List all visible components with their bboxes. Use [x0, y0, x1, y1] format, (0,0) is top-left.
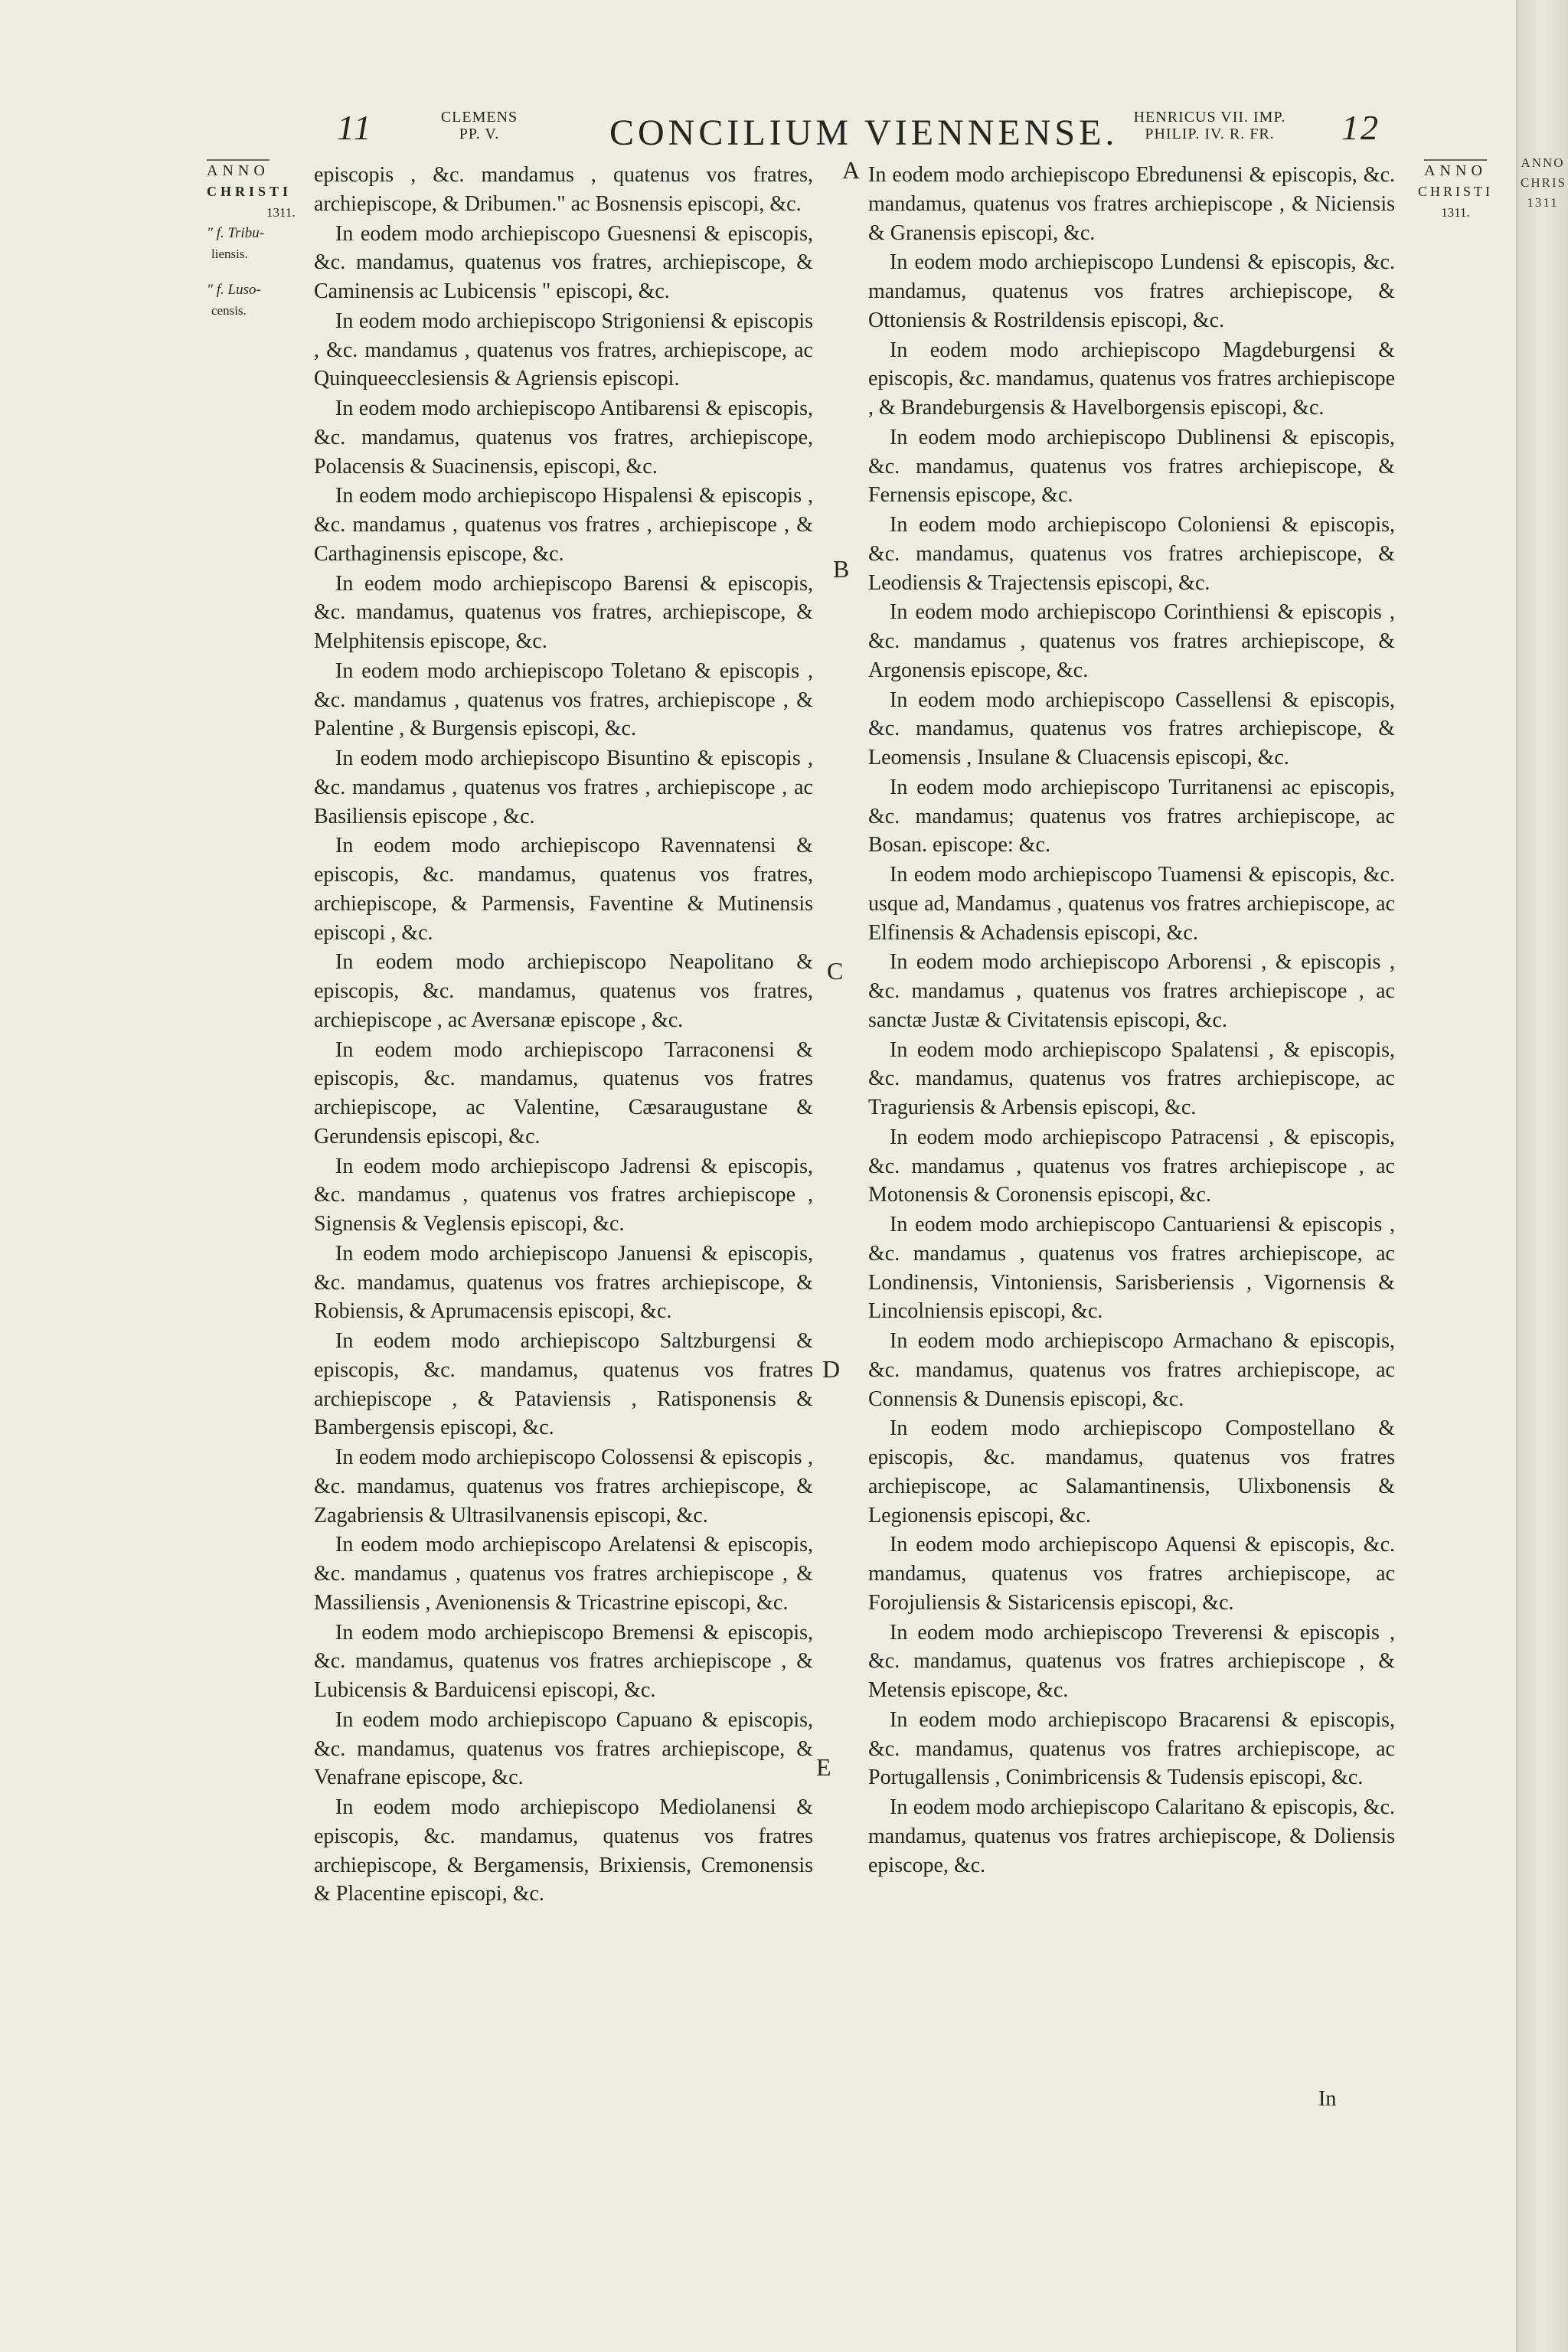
section-marker-c: C: [827, 957, 844, 985]
paragraph: In eodem modo archiepiscopo Treverensi & episcopis , &c. mandamus, quatenus vos fratres archiepiscope , & Metensis episcope, &c.: [868, 1620, 1395, 1702]
paragraph: In eodem modo archiepiscopo Strigoniensi & episcopis , &c. mandamus , quatenus vos fratres, archiepiscope, ac Quinqueecclesiensis & Agriensis episcopi.: [314, 309, 813, 391]
paragraph: In eodem modo archiepiscopo Jadrensi & episcopis, &c. mandamus , quatenus vos fratres archiepiscope , Signensis & Veglensis episcopi, &c.: [314, 1154, 813, 1236]
paragraph: In eodem modo archiepiscopo Toletano & episcopis , &c. mandamus , quatenus vos fratres, archiepiscope , & Palentine , & Burgensis episcopi, &c.: [314, 658, 813, 741]
section-marker-b: B: [833, 555, 850, 583]
paragraph: In eodem modo archiepiscopo Arborensi , & episcopis , &c. mandamus , quatenus vos fratres archiepiscope , ac sanctæ Justæ & Civitatensis episcopi, &c.: [868, 950, 1395, 1032]
page-number-left: 11: [337, 108, 373, 147]
paragraph: episcopis , &c. mandamus , quatenus vos fratres, archiepiscope, & Dribumen." ac Bosnensis episcopi, &c.: [314, 163, 813, 216]
paragraph: In eodem modo archiepiscopo Bremensi & episcopis, &c. mandamus, quatenus vos fratres archiepiscope , & Lubicensis & Barduicensi episcopi, &c.: [314, 1620, 813, 1702]
margin-year: 1311.: [266, 205, 296, 220]
edge-margin-text: ANNO CHRIS 1311: [1521, 155, 1567, 210]
paragraph: In eodem modo archiepiscopo Arelatensi & episcopis, &c. mandamus , quatenus vos fratres archiepiscope , & Massiliensis , Avenionensis & Tricastrine episcopi, &c.: [314, 1533, 813, 1615]
running-head-pope: [433, 109, 525, 142]
paragraph: In eodem modo archiepiscopo Calaritano & episcopis, &c. mandamus, quatenus vos fratres archiepiscope, & Doliensis episcope, &c.: [868, 1795, 1395, 1877]
paragraph: In eodem modo archiepiscopo Turritanensi ac episcopis, &c. mandamus; quatenus vos fratres archiepiscope, ac Bosan. episcope: &c.: [868, 775, 1395, 858]
paragraph: In eodem modo archiepiscopo Ebredunensi & episcopis, &c. mandamus, quatenus vos fratres archiepiscope , & Niciensis & Granensis episcopi, &c.: [868, 163, 1395, 245]
paragraph: In eodem modo archiepiscopo Cantuariensi & episcopis , &c. mandamus , quatenus vos fratres archiepiscope, ac Londinensis, Vintoniensis, Sarisberiensis , Vigornensis & Lincolniensis episcopi, &c.: [868, 1213, 1395, 1324]
paragraph: In eodem modo archiepiscopo Capuano & episcopis, &c. mandamus, quatenus vos fratres archiepiscope, & Venafrane episcope, &c.: [314, 1707, 813, 1790]
paragraph: In eodem modo archiepiscopo Januensi & episcopis, &c. mandamus, quatenus vos fratres archiepiscope, & Robiensis, & Aprumacensis episcopi, &c.: [314, 1241, 813, 1324]
margin-anno: ANNO: [207, 159, 270, 181]
right-text-column: [868, 161, 1395, 1880]
running-head-king: PHILIP. IV. R. FR.: [1145, 126, 1275, 142]
running-header: [0, 107, 1568, 153]
paragraph: In eodem modo archiepiscopo Corinthiensi & episcopis , &c. mandamus , quatenus vos fratres archiepiscope, & Argonensis episcope, &c.: [868, 600, 1395, 682]
margin-christi: CHRISTI: [207, 184, 292, 199]
margin-christi-right: CHRISTI: [1417, 184, 1493, 199]
left-margin-notes: [207, 159, 322, 321]
paragraph: In eodem modo archiepiscopo Mediolanensi & episcopis, &c. mandamus, quatenus vos fratres archiepiscope, & Bergamensis, Brixiensis, Cremonensis & Placentine episcopi, &c.: [314, 1795, 813, 1906]
margin-note-1-cont: liensis.: [211, 247, 248, 261]
paragraph: In eodem modo archiepiscopo Antibarensi & episcopis, &c. mandamus, quatenus vos fratres, archiepiscope, Polacensis & Suacinensis, episcopi, &c.: [314, 397, 813, 479]
paragraph: In eodem modo archiepiscopo Saltzburgensi & episcopis, &c. mandamus, quatenus vos fratres archiepiscope , & Pataviensis , Ratisponensis & Bambergensis episcopi, &c.: [314, 1329, 813, 1440]
running-head-rulers: [1087, 109, 1332, 142]
page-number-right: 12: [1341, 108, 1380, 147]
paragraph: In eodem modo archiepiscopo Guesnensi & episcopis, &c. mandamus, quatenus vos fratres, archiepiscope, & Caminensis ac Lubicensis " episcopi, &c.: [314, 221, 813, 303]
paragraph: In eodem modo archiepiscopo Cassellensi & episcopis, &c. mandamus, quatenus vos fratres archiepiscope, & Leomensis , Insulane & Cluacensis episcopi, &c.: [868, 688, 1395, 769]
paragraph: In eodem modo archiepiscopo Dublinensi & episcopis, &c. mandamus, quatenus vos fratres archiepiscope, & Fernensis episcope, &c.: [868, 425, 1395, 508]
section-marker-e: E: [816, 1753, 831, 1781]
paragraph: In eodem modo archiepiscopo Magdeburgensi & episcopis, &c. mandamus, quatenus vos fratres archiepiscope , & Brandeburgensis & Havelborgensis episcopi, &c.: [868, 338, 1395, 420]
paragraph: In eodem modo archiepiscopo Lundensi & episcopis, &c. mandamus, quatenus vos fratres archiepiscope, & Ottoniensis & Rostrildensis episcopi, &c.: [868, 250, 1395, 332]
paragraph: In eodem modo archiepiscopo Aquensi & episcopis, &c. mandamus, quatenus vos fratres archiepiscope, ac Forojuliensis & Sistaricensis episcopi, &c.: [868, 1533, 1395, 1615]
catchword: In: [1318, 2087, 1337, 2111]
paragraph: In eodem modo archiepiscopo Ravennatensi & episcopis, &c. mandamus, quatenus vos fratres, archiepiscope, & Parmensis, Faventine & Mutinensis episcopi , &c.: [314, 834, 813, 945]
running-head-emperor: HENRICUS VII. IMP.: [1133, 109, 1286, 126]
margin-note-2-cont: censis.: [211, 303, 247, 318]
paragraph: In eodem modo archiepiscopo Coloniensi & episcopis, &c. mandamus, quatenus vos fratres archiepiscope, & Leodiensis & Trajectensis episcopi, &c.: [868, 513, 1395, 595]
adjacent-page-edge: [1516, 0, 1568, 2352]
paragraph: In eodem modo archiepiscopo Armachano & episcopis, &c. mandamus, quatenus vos fratres archiepiscope, ac Connensis & Dunensis episcopi, &c.: [868, 1329, 1395, 1411]
paragraph: In eodem modo archiepiscopo Neapolitano & episcopis, &c. mandamus, quatenus vos fratres, archiepiscope , ac Aversanæ episcope , &c.: [314, 950, 813, 1032]
paragraph: In eodem modo archiepiscopo Bracarensi & episcopis, &c. mandamus, quatenus vos fratres archiepiscope, ac Portugallensis , Conimbricensis & Tudensis episcopi, &c.: [868, 1707, 1395, 1790]
left-text-column: [314, 161, 813, 1909]
running-head-pope-title: PP. V.: [459, 126, 500, 142]
paragraph: In eodem modo archiepiscopo Spalatensi , & episcopis, &c. mandamus, quatenus vos fratres archiepiscope, ac Traguriensis & Arbensis episcopi, &c.: [868, 1037, 1395, 1119]
paragraph: In eodem modo archiepiscopo Patracensi , & episcopis, &c. mandamus , quatenus vos fratres archiepiscope , ac Motonensis & Coronensis episcopi, &c.: [868, 1125, 1395, 1207]
margin-note-2: " f. Luso-: [207, 282, 261, 298]
margin-note-1: " f. Tribu-: [207, 225, 265, 241]
paragraph: In eodem modo archiepiscopo Barensi & episcopis, &c. mandamus, quatenus vos fratres, archiepiscope, & Melphitensis episcope, &c.: [314, 571, 813, 653]
paragraph: In eodem modo archiepiscopo Colossensi & episcopis , &c. mandamus, quatenus vos fratres archiepiscope, & Zagabriensis & Ultrasilvanensis episcopi, &c.: [314, 1446, 813, 1527]
page-title: CONCILIUM VIENNENSE.: [609, 113, 1119, 153]
paragraph: In eodem modo archiepiscopo Compostellano & episcopis, &c. mandamus, quatenus vos fratres archiepiscope, ac Salamantinensis, Ulixbonensis & Legionensis episcopi, &c.: [868, 1416, 1395, 1527]
paragraph: In eodem modo archiepiscopo Tarraconensi & episcopis, &c. mandamus, quatenus vos fratres archiepiscope, ac Valentine, Cæsaraugustane & Gerundensis episcopi, &c.: [314, 1037, 813, 1148]
section-marker-d: D: [822, 1355, 841, 1383]
right-margin-notes: [1413, 159, 1498, 223]
section-marker-a: A: [842, 156, 861, 184]
paragraph: In eodem modo archiepiscopo Tuamensi & episcopis, &c. usque ad, Mandamus , quatenus vos fratres archiepiscope, ac Elfinensis & Achadensis episcopi, &c.: [868, 863, 1395, 945]
paragraph: In eodem modo archiepiscopo Bisuntino & episcopis , &c. mandamus , quatenus vos fratres , archiepiscope , ac Basiliensis episcope , &c.: [314, 746, 813, 828]
margin-year-right: 1311.: [1441, 205, 1470, 220]
running-head-pope-name: CLEMENS: [440, 109, 518, 126]
margin-anno-right: ANNO: [1424, 159, 1487, 181]
paragraph: In eodem modo archiepiscopo Hispalensi & episcopis , &c. mandamus , quatenus vos fratres , archiepiscope , & Carthaginensis episcope, &c.: [314, 484, 813, 566]
